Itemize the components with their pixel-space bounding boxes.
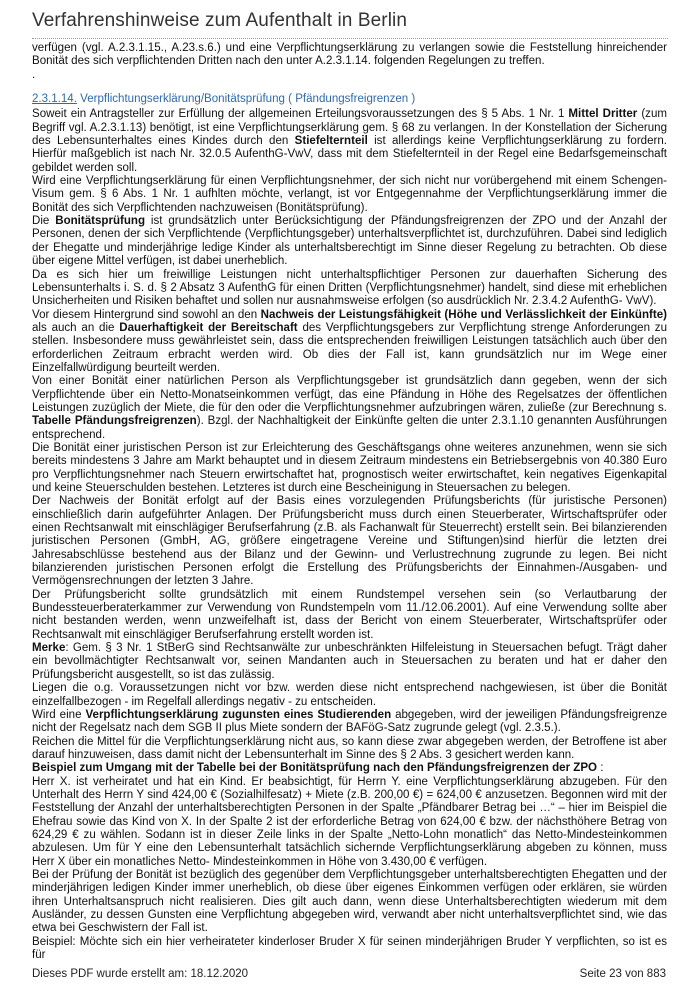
paragraph-17: Beispiel: Möchte sich ein hier verheirateter kinderloser Bruder X für seinen minderjährigen Bruder Y verpflichten, so ist es für <box>32 935 667 962</box>
p10-text-a: : Gem. § 3 Nr. 1 StBerG sind Rechtsanwälte zur unbeschränkten Hilfeleistung in Steuersachen befugt. Trägt daher ein bevollmächtigter Rechtsanwalt vor, seinen Mandanten auch in Steuersachen zu beraten und hat er daher den Prüfungsbericht ausgestellt, so ist das zulässig. <box>32 642 667 681</box>
intro-dot: . <box>32 68 36 81</box>
p1-text-a: Soweit ein Antragsteller zur Erfüllung der allgemeinen Erteilungsvoraussetzungen des § 5 Abs. 1 Nr. 1 <box>32 108 569 121</box>
paragraph-5 <box>32 309 667 376</box>
p5-text-c: als auch an die <box>32 321 120 334</box>
paragraph-2: Wird eine Verpflichtungserklärung für einen Verpflichtungsnehmer, der sich nicht nur vorübergehend mit einem Schengen-Visum gem. § 6 Abs. 1 Nr. 1 aufhlten möchte, verlangt, ist vor Entgegennahme der Verpflichtungserklärung immer die Bonität des sich Verpflichtenden nachzuweisen (Bonitätsprüfung). <box>32 175 667 214</box>
p12-text-c: abgegeben, wird der jeweiligen Pfändungsfreigrenze nicht der Regelsatz nach dem SGB II plus Miete sondern der BAFöG-Satz zugrunde gelegt (vgl. 2.3.5.). <box>32 708 667 735</box>
section-title-close: ) <box>411 93 416 106</box>
section-number-link[interactable]: 2.3.1.14. <box>32 93 77 106</box>
section-title: Verpflichtungserklärung/Bonitätsprüfung ( <box>80 93 292 106</box>
footer-page-number: Seite 23 von 883 <box>579 968 666 980</box>
footer-created-date: Dieses PDF wurde erstellt am: 18.12.2020 <box>32 968 249 980</box>
p6-bold-tabelle: Tabelle Pfändungsfreigrenzen <box>32 415 197 428</box>
p3-text-c: ist grundsätzlich unter Berücksichtigung der Pfändungsfreigrenzen der ZPO und der Anzahl der Personen, denen der sich Verpflichtende (Verpflichtungsgeber) unterhaltsverpflichtet ist, durchzuführen. Dabei sind lediglich der Ehegatte und minderjährige ledige Kinder als unterhaltsberechtigt im Sinne dieser Regelung zu betrachten. Ob diese über eigene Mittel verfügen, ist dabei unerheblich. <box>32 215 667 268</box>
p1-text-c: (zum Begriff vgl. A.2.3.1.13) benötigt, ist eine Verpflichtungserklärung gem. § 68 zu verlangen. In der Konstellation der Sicherung des Lebensunterhaltes eines Kindes durch den <box>32 108 667 148</box>
pfaendungsfreigrenzen-link[interactable]: Pfändungsfreigrenzen <box>295 93 409 106</box>
p12-bold-studierende: Verpflichtungserklärung zugunsten eines Studierenden <box>85 708 392 721</box>
paragraph-15: Herr X. ist verheiratet und hat ein Kind. Er beabsichtigt, für Herrn Y. eine Verpflichtungserklärung abzugeben. Für den Unterhalt des Herrn Y sind 424,00 € (Sozialhilfesatz) + Miete (z.B. 200,00 €) = 624,00 € anzusetzen. Begonnen wird mit der Feststellung der Anzahl der unterhaltsberechtigten Personen in der Spalte „Pfändbarer Betrag bei …“ – hier im Beispiel die Ehefrau sowie das Kind von X. In der Spalte 2 ist der erforderliche Betrag von 624,00 € bzw. der nächsthöhere Betrag von 624,29 € zu wählen. Sodann ist in dieser Zeile links in der Spalte „Netto-Lohn monatlich“ das Netto-Mindesteinkommen abzulesen. Um für Y eine den Lebensunterhalt tatsächlich sichernde Verpflichtungserklärung abgeben zu können, muss Herr X über ein monatliches Netto- Mindesteinkommen in Höhe von 3.430,00 € verfügen. <box>32 775 667 868</box>
header-divider <box>32 38 668 39</box>
p6-text-a: Von einer Bonität einer natürlichen Person als Verpflichtungsgeber ist grundsätzlich dann gegeben, wenn der sich Verpflichtende über ein Netto-Monatseinkommen verfügt, das eine Pfändung in Höhe des Regelsatzes der öffentlichen Leistungen zuzüglich der Miete, die für den oder die Verpflichtungsnehmer aufzubringen wären, zuließe (zur Berechnung s. <box>32 375 667 414</box>
paragraph-7: Die Bonität einer juristischen Person ist zur Erleichterung des Geschäftsgangs ohne weiteres anzunehmen, wenn sie sich bereits mindestens 3 Jahre am Markt behauptet und in diesem Zeitraum mindestens ein Betriebsergebnis von 40.380 Euro pro Verpflichtungsnehmer nach Steuern erwirtschaftet hat, prognostisch weiter erwirtschaftet, kein negatives Eigenkapital und keine Steuerschulden bestehen. Letzteres ist durch eine Bescheinigung in Steuersachen zu belegen. <box>32 441 667 494</box>
section-heading <box>32 93 667 106</box>
intro-paragraph: verfügen (vgl. A.2.3.1.15., A.23.s.6.) und eine Verpflichtungserklärung zu verlangen sowie die Feststellung hinreichender Bonität des sich verpflichtenden Dritten nach den unter A.2.3.1.14. folgenden Regelungen zu treffen. <box>32 42 667 68</box>
page-title: Verfahrenshinweise zum Aufenthalt in Berlin <box>32 10 408 31</box>
p1-bold-mittel-dritter: Mittel Dritter <box>568 108 638 121</box>
paragraph-10 <box>32 642 667 682</box>
paragraph-12 <box>32 709 667 736</box>
paragraph-3 <box>32 215 667 268</box>
p14-bold-beispiel: Beispiel zum Umgang mit der Tabelle bei der Bonitätsprüfung nach den Pfändungsfreigrenzen der ZPO <box>32 762 598 775</box>
p6-text-c: ). Bzgl. der Nachhaltigkeit der Einkünfte gelten die unter 2.3.1.10 genannten Ausführungen entsprechend. <box>32 415 667 441</box>
paragraph-6 <box>32 375 667 442</box>
p12-text-a: Wird eine <box>32 708 86 721</box>
paragraph-4: Da es sich hier um freiwillige Leistungen nicht unterhaltspflichtiger Personen zur dauerhaften Sicherung des Lebensunterhalts i. S. d. § 2 Absatz 3 AufenthG für einen Dritten (Verpflichtungsnehmer) handelt, sind diese mit erheblichen Unsicherheiten und Risiken behaftet und sollen nur ausnahmsweise erfolgen (so ausdrücklich Nr. 2.3.4.2 AufenthG- VwV). <box>32 268 667 308</box>
paragraph-11: Liegen die o.g. Voraussetzungen nicht vor bzw. werden diese nicht entsprechend nachgewiesen, ist über die Bonität einzelfallbezogen - im Regelfall allerdings negativ - zu entscheiden. <box>32 682 667 708</box>
p3-text-a: Die <box>32 215 56 228</box>
page-footer <box>32 968 666 980</box>
p14-text-a: : <box>597 762 604 775</box>
p5-text-a: Vor diesem Hintergrund sind sowohl an den <box>32 308 261 321</box>
paragraph-9: Der Prüfungsbericht sollte grundsätzlich mit einem Rundstempel versehen sein (so Verlautbarung der Bundessteuerberaterkammer zur Verwendung von Rundstempeln vom 11./12.06.2001). Auf eine Verwendung sollte aber nicht bestanden werden, wenn unzweifelhaft ist, dass der Bericht von einem Steuerberater, Wirtschaftsprüfer oder Rechtsanwalt mit einschlägiger Berufserfahrung erstellt worden ist. <box>32 588 667 641</box>
p1-text-d: ist allerdings keine Verpflichtungserklärung zu fordern. Hierfür maßgeblich ist nach Nr. 32.0.5 AufenthG-VwV, dass mit dem Stiefelternteil in der Regel eine Bedarfsgemeinschaft gebildet werden soll. <box>32 135 667 174</box>
p10-bold-merke: Merke <box>32 642 66 655</box>
p1-bold-stiefelternteil: Stiefelternteil <box>294 135 368 148</box>
paragraph-1 <box>32 108 667 175</box>
p5-text-d: des Verpflichtungsgebers zur Verpflichtung strenge Anforderungen zu stellen. Insbesondere muss gewährleistet sein, dass die entsprechenden freiwilligen Leistungen tatsächlich auch über den erforderlichen Zeitraum erbracht werden wird. Ob dies der Fall ist, kann grundsätzlich nur im Wege einer Einzelfallwürdigung beurteilt werden. <box>32 321 667 374</box>
paragraph-16: Bei der Prüfung der Bonität ist bezüglich des gegenüber dem Verpflichtungsgeber unterhaltsberechtigten Ehegatten und der minderjährigen ledigen Kinder immer unerheblich, ob diese über eigenes Einkommen verfügen oder erklären, sie würden ihren Unterhaltsanspruch nicht realisieren. Dies gilt auch dann, wenn diese Unterhaltsberechtigten wiederum mit dem Ausländer, zu dessen Gunsten eine Verpflichtung abgegeben wird, verwandt aber nicht unterhaltsverpflichtet sind, wie das etwa bei Geschwistern der Fall ist. <box>32 868 667 935</box>
document-body <box>32 42 667 962</box>
p5-bold-nachweis: Nachweis der Leistungsfähigkeit (Höhe und Verlässlichkeit der Einkünfte) <box>260 308 667 321</box>
paragraph-8: Der Nachweis der Bonität erfolgt auf der Basis eines vorzulegenden Prüfungsberichts (für juristische Personen) einschließlich darin aufgeführter Anlagen. Der Prüfungsbericht muss durch einen Steuerberater, Wirtschaftsprüfer oder einen Rechtsanwalt mit einschlägiger Berufserfahrung (z.B. als Fachanwalt für Steuerrecht) erstellt sein. Bei bilanzierenden juristischen Personen (GmbH, AG, größere eingetragene Vereine und Stiftungen)sind hierfür die letzten drei Jahresabschlüsse bestehend aus der Bilanz und der Gewinn- und Verlustrechnung zugrunde zu legen. Bei nicht bilanzierenden juristischen Personen erfolgt die Erstellung des Prüfungsberichts der Einnahmen-/Ausgaben- und Vermögensrechnungen der letzten 3 Jahre. <box>32 495 667 588</box>
p3-bold-bonitaetspruefung: Bonitätsprüfung <box>55 215 146 228</box>
p5-bold-dauerhaftigkeit: Dauerhaftigkeit der Bereitschaft <box>119 321 298 334</box>
paragraph-14 <box>32 762 667 775</box>
paragraph-13: Reichen die Mittel für die Verpflichtungserklärung nicht aus, so kann diese zwar abgegeben werden, der Betroffene ist aber darauf hinzuweisen, dass damit nicht der Lebensunterhalt im Sinne des § 2 Abs. 3 gesichert werden kann. <box>32 735 667 761</box>
